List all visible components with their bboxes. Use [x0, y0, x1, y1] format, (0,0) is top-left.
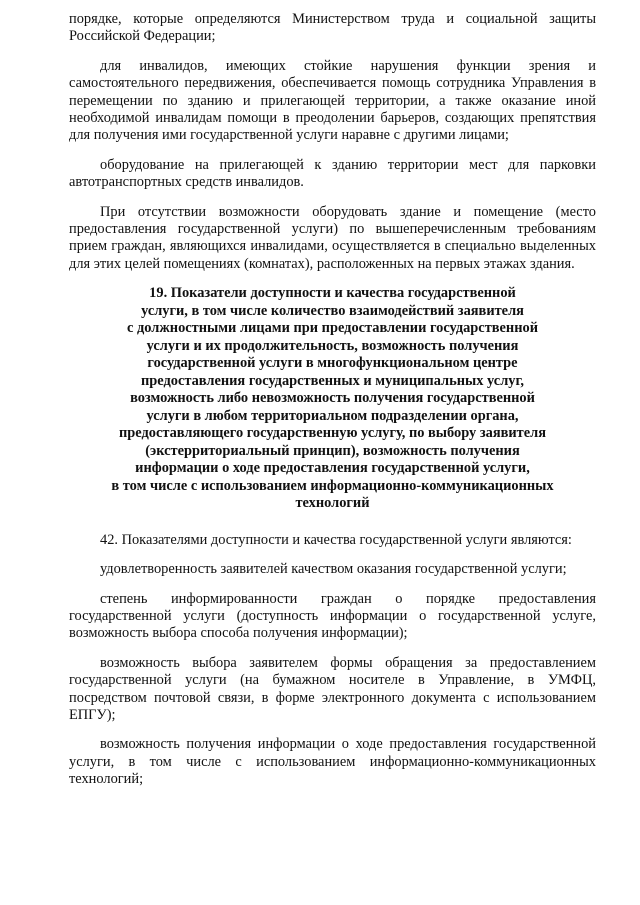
heading-line: в том числе с использованием информационно-коммуникационных — [111, 477, 554, 494]
paragraph-alternative-premises: При отсутствии возможности оборудовать здание и помещение (место предоставления государственной услуги) по вышеперечисленным требованиям прием граждан, являющихся инвалидами, осуществляется в специально выделенных для этих целей помещениях (комнатах), расположенных на первых этажах здания. — [69, 203, 596, 272]
heading-line: услуги, в том числе количество взаимодействий заявителя — [141, 302, 524, 319]
heading-line: государственной услуги в многофункциональном центре — [147, 355, 518, 372]
paragraph-continuation: порядке, которые определяются Министерством труда и социальной защиты Российской Федерации; — [69, 11, 596, 45]
heading-line: 19. Показатели доступности и качества государственной — [149, 285, 516, 302]
heading-line: (экстерриториальный принцип), возможность получения — [145, 442, 520, 459]
paragraph-satisfaction: удовлетворенность заявителей качеством оказания государственной услуги; — [100, 561, 567, 578]
heading-line: информации о ходе предоставления государственной услуги, — [135, 460, 530, 477]
heading-line: предоставляющего государственную услугу, по выбору заявителя — [119, 425, 546, 442]
section-heading-19 — [69, 285, 596, 513]
heading-line: услуги в любом территориальном подразделении органа, — [146, 407, 519, 424]
heading-line: предоставления государственных и муниципальных услуг, — [141, 372, 524, 389]
paragraph-progress-info: возможность получения информации о ходе предоставления государственной услуги, в том числе с использованием информационно-коммуникационных технологий; — [69, 736, 596, 788]
paragraph-informedness: степень информированности граждан о порядке предоставления государственной услуги (доступность информации о государственной услуге, возможность выбора способа получения информации); — [69, 590, 596, 642]
paragraph-item-42: 42. Показателями доступности и качества государственной услуги являются: — [100, 531, 572, 548]
heading-line: с должностными лицами при предоставлении государственной — [127, 320, 538, 337]
heading-line: услуги и их продолжительность, возможность получения — [146, 337, 519, 354]
paragraph-application-form: возможность выбора заявителем формы обращения за предоставлением государственной услуги (на бумажном носителе в Управление, в УМФЦ, посредством почтовой связи, в форме электронного документа с использованием ЕПГУ); — [69, 654, 596, 724]
heading-line: возможность либо невозможность получения государственной — [130, 390, 535, 407]
heading-line: технологий — [295, 495, 370, 512]
paragraph-assistance: для инвалидов, имеющих стойкие нарушения функции зрения и самостоятельного передвижения, обеспечивается помощь сотрудника Управления в перемещении по зданию и прилегающей территории, а также оказание иной необходимой инвалидам помощи в преодолении барьеров, создающих препятствия для получения ими государственной услуги наравне с другими лицами; — [69, 57, 596, 144]
paragraph-parking: оборудование на прилегающей к зданию территории мест для парковки автотранспортных средств инвалидов. — [69, 156, 596, 191]
